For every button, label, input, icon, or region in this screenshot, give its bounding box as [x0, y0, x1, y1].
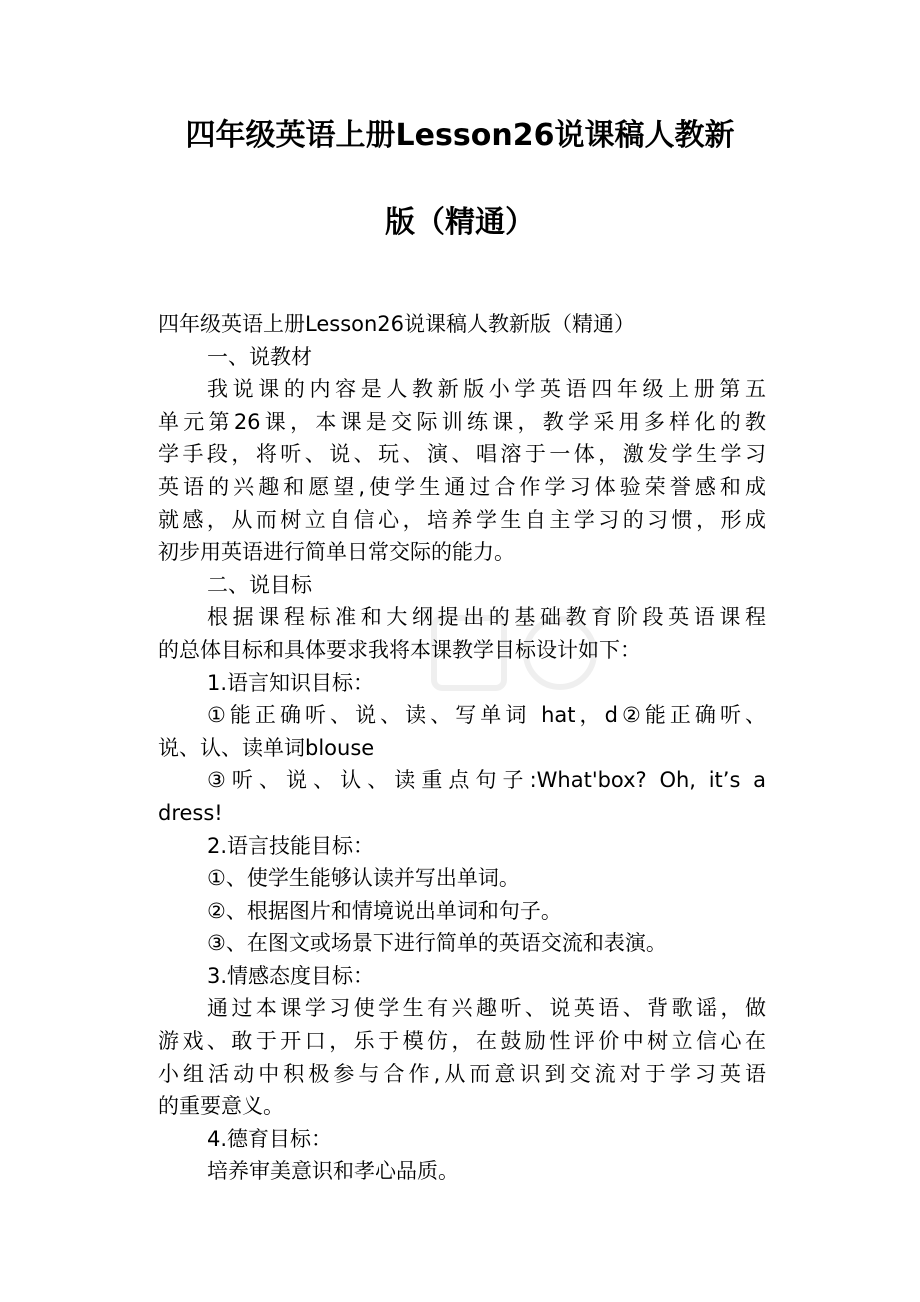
section-heading: 一、说教材 [207, 344, 312, 369]
document-title-line-1: 四年级英语上册Lesson26说课稿人教新 [185, 118, 735, 153]
document-title-line-2: 版（精通） [385, 205, 535, 240]
paragraph-line: 初步用英语进行简单日常交际的能力。 [158, 540, 515, 565]
list-item-line: 说、认、读单词blouse [158, 735, 375, 760]
paragraph-line: 根据课程标准和大纲提出的基础教育阶段英语课程 [207, 605, 766, 630]
paragraph-line: 小组活动中积极参与合作,从而意识到交流对于学习英语 [158, 1061, 766, 1086]
paragraph-line: 单元第26课，本课是交际训练课，教学采用多样化的教 [158, 409, 766, 434]
paragraph-line: 英语的兴趣和愿望,使学生通过合作学习体验荣誉感和成 [158, 474, 766, 499]
paragraph-line: 的总体目标和具体要求我将本课教学目标设计如下： [158, 637, 641, 662]
paragraph-line: 通过本课学习使学生有兴趣听、说英语、背歌谣，做 [207, 996, 766, 1021]
list-item-line: dress! [158, 800, 223, 825]
paragraph-line: 培养审美意识和孝心品质。 [207, 1159, 459, 1184]
list-item-line: ①能正确听、说、读、写单词 hat，d②能正确听、 [207, 703, 766, 728]
subsection-heading: 1.语言知识目标： [207, 670, 375, 695]
list-item-line: ①、使学生能够认读并写出单词。 [207, 866, 520, 891]
paragraph-line: 学手段，将听、说、玩、演、唱溶于一体，激发学生学习 [158, 442, 766, 467]
subsection-heading: 3.情感态度目标： [207, 963, 375, 988]
section-heading: 二、说目标 [207, 572, 312, 597]
document-body [158, 308, 766, 1188]
paragraph-line: 就感，从而树立自信心，培养学生自主学习的习惯，形成 [158, 507, 766, 532]
paragraph-line: 的重要意义。 [158, 1094, 284, 1119]
list-item-line: ③、在图文或场景下进行简单的英语交流和表演。 [207, 931, 667, 956]
list-item-line: ③听、说、认、读重点句子:What'box? Oh, it’s a [207, 768, 766, 793]
list-item-line: ②、根据图片和情境说出单词和句子。 [207, 898, 562, 923]
subsection-heading: 2.语言技能目标： [207, 833, 375, 858]
body-heading-line: 四年级英语上册Lesson26说课稿人教新版（精通） [158, 312, 636, 336]
paragraph-line: 我说课的内容是人教新版小学英语四年级上册第五 [207, 377, 766, 402]
subsection-heading: 4.德育目标： [207, 1126, 333, 1151]
paragraph-line: 游戏、敢于开口，乐于模仿，在鼓励性评价中树立信心在 [158, 1029, 766, 1054]
